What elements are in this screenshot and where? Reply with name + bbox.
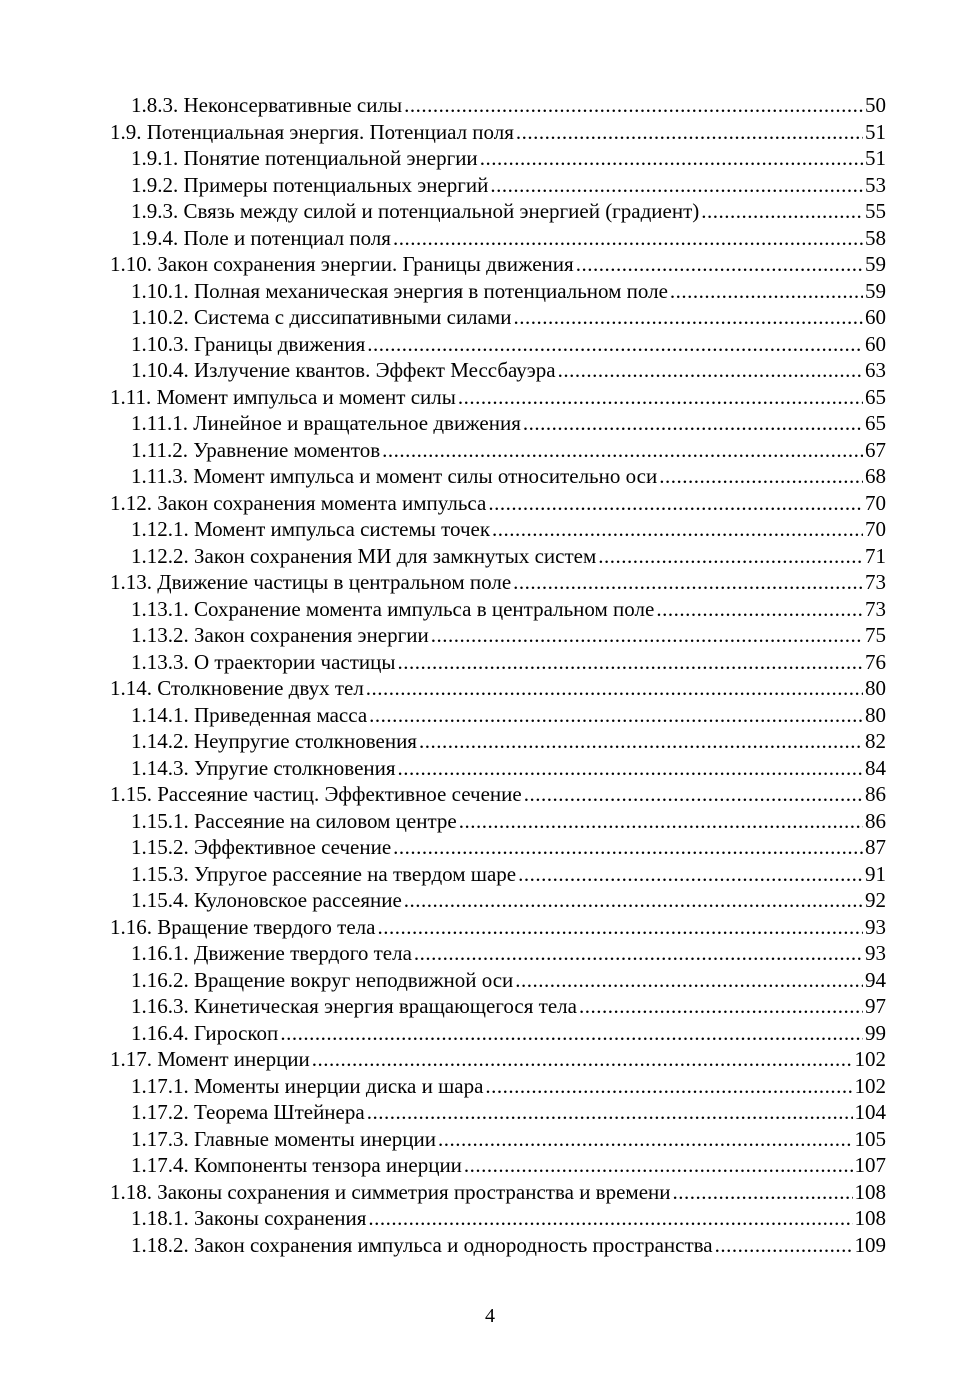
toc-entry-title: 1.13. Движение частицы в центральном поле: [110, 570, 512, 594]
toc-dot-leader: [576, 251, 863, 278]
toc-entry-title: 1.9.3. Связь между силой и потенциальной энергией (градиент): [131, 199, 700, 223]
toc-subsection-entry[interactable]: [110, 967, 886, 994]
toc-entry-title: 1.13.1. Сохранение момента импульса в центральном поле: [131, 596, 655, 621]
toc-entry-title: 1.18. Законы сохранения и симметрия пространства и времени: [110, 1179, 671, 1204]
toc-entry-title: 1.16.4. Гироскоп: [131, 1020, 279, 1045]
toc-subsection-entry[interactable]: [110, 463, 886, 490]
toc-entry-title: 1.11.3. Момент импульса и момент силы относительно оси: [131, 464, 658, 488]
toc-entry-title: 1.17.1. Моменты инерции диска и шара: [131, 1073, 484, 1098]
toc-dot-leader: [431, 622, 863, 649]
toc-entry-title: 1.9.4. Поле и потенциал поля: [131, 225, 391, 250]
toc-subsection-entry[interactable]: [110, 1126, 886, 1153]
toc-subsection-entry[interactable]: [110, 834, 886, 861]
toc-entry-page-number: 97: [865, 994, 886, 1018]
toc-entry-title: 1.17.4. Компоненты тензора инерции: [131, 1153, 462, 1177]
toc-dot-leader: [523, 410, 863, 437]
toc-entry-title: 1.17.2. Теорема Штейнера: [131, 1100, 365, 1124]
toc-entry-page-number: 53: [865, 172, 886, 197]
toc-subsection-entry[interactable]: [110, 1232, 886, 1259]
toc-subsection-entry[interactable]: [110, 92, 886, 119]
toc-entry-page-number: 104: [854, 1100, 886, 1124]
toc-subsection-entry[interactable]: [110, 993, 886, 1020]
toc-entry-title: 1.18.2. Закон сохранения импульса и однородность пространства: [131, 1232, 713, 1257]
toc-dot-leader: [459, 808, 863, 835]
toc-entry-title: 1.11.2. Уравнение моментов: [131, 437, 381, 462]
toc-subsection-entry[interactable]: [110, 225, 886, 252]
toc-dot-leader: [514, 304, 863, 331]
toc-entry-page-number: 84: [865, 755, 886, 780]
toc-section-entry[interactable]: [110, 1179, 886, 1206]
toc-entry-page-number: 93: [865, 914, 886, 939]
toc-entry-title: 1.15.2. Эффективное сечение: [131, 835, 392, 859]
toc-dot-leader: [366, 675, 863, 702]
toc-dot-leader: [518, 861, 863, 888]
toc-dot-leader: [598, 543, 863, 570]
toc-entry-page-number: 50: [865, 93, 886, 117]
toc-entry-title: 1.16.2. Вращение вокруг неподвижной оси: [131, 967, 514, 992]
toc-entry-page-number: 67: [865, 437, 886, 462]
toc-entry-title: 1.17. Момент инерции: [110, 1047, 310, 1071]
toc-dot-leader: [656, 596, 863, 623]
toc-entry-title: 1.14.3. Упругие столкновения: [131, 755, 396, 780]
toc-entry-title: 1.9.2. Примеры потенциальных энергий: [131, 172, 489, 197]
toc-entry-page-number: 68: [865, 464, 886, 488]
toc-entry-title: 1.15.4. Кулоновское рассеяние: [131, 888, 402, 912]
toc-entry-title: 1.16.1. Движение твердого тела: [131, 941, 412, 965]
toc-entry-page-number: 60: [865, 331, 886, 356]
toc-dot-leader: [382, 437, 863, 464]
toc-subsection-entry[interactable]: [110, 887, 886, 914]
toc-entry-page-number: 70: [865, 517, 886, 541]
toc-entry-page-number: 92: [865, 888, 886, 912]
toc-subsection-entry[interactable]: [110, 596, 886, 623]
toc-dot-leader: [458, 384, 863, 411]
toc-entry-page-number: 73: [865, 596, 886, 621]
toc-dot-leader: [579, 993, 863, 1020]
toc-dot-leader: [393, 225, 863, 252]
toc-subsection-entry[interactable]: [110, 702, 886, 729]
toc-section-entry[interactable]: [110, 569, 886, 596]
toc-dot-leader: [490, 172, 863, 199]
toc-dot-leader: [524, 781, 863, 808]
toc-dot-leader: [280, 1020, 863, 1047]
toc-entry-title: 1.15.3. Упругое рассеяние на твердом шаре: [131, 861, 517, 886]
toc-subsection-entry[interactable]: [110, 1152, 886, 1179]
toc-entry-page-number: 73: [865, 570, 886, 594]
toc-subsection-entry[interactable]: [110, 808, 886, 835]
toc-entry-title: 1.10. Закон сохранения энергии. Границы движения: [110, 252, 574, 276]
toc-entry-page-number: 55: [865, 199, 886, 223]
toc-entry-page-number: 63: [865, 358, 886, 382]
toc-entry-title: 1.8.3. Неконсервативные силы: [131, 93, 403, 117]
toc-entry-title: 1.9.1. Понятие потенциальной энергии: [131, 146, 478, 170]
toc-entry-title: 1.13.2. Закон сохранения энергии: [131, 623, 429, 647]
toc-subsection-entry[interactable]: [110, 516, 886, 543]
toc-entry-page-number: 93: [865, 941, 886, 965]
toc-entry-page-number: 59: [865, 252, 886, 276]
toc-entry-page-number: 59: [865, 278, 886, 303]
toc-dot-leader: [492, 516, 863, 543]
toc-entry-page-number: 94: [865, 967, 886, 992]
toc-subsection-entry[interactable]: [110, 1020, 886, 1047]
toc-section-entry[interactable]: [110, 490, 886, 517]
toc-entry-page-number: 80: [865, 702, 886, 727]
toc-entry-title: 1.18.1. Законы сохранения: [131, 1206, 367, 1230]
toc-dot-leader: [513, 569, 863, 596]
toc-entry-page-number: 108: [854, 1206, 886, 1230]
toc-subsection-entry[interactable]: [110, 437, 886, 464]
toc-entry-page-number: 86: [865, 782, 886, 806]
toc-dot-leader: [480, 145, 863, 172]
toc-entry-title: 1.16.3. Кинетическая энергия вращающегося тела: [131, 994, 577, 1018]
toc-entry-page-number: 71: [865, 543, 886, 568]
toc-dot-leader: [377, 914, 863, 941]
toc-dot-leader: [419, 728, 863, 755]
toc-entry-page-number: 82: [865, 729, 886, 753]
toc-subsection-entry[interactable]: [110, 755, 886, 782]
toc-entry-page-number: 60: [865, 305, 886, 329]
toc-dot-leader: [367, 331, 863, 358]
toc-entry-title: 1.10.2. Система с диссипативными силами: [131, 305, 512, 329]
toc-entry-page-number: 99: [865, 1020, 886, 1045]
toc-subsection-entry[interactable]: [110, 410, 886, 437]
toc-dot-leader: [485, 1073, 852, 1100]
toc-dot-leader: [438, 1126, 853, 1153]
toc-section-entry[interactable]: [110, 119, 886, 146]
toc-entry-page-number: 70: [865, 490, 886, 515]
toc-subsection-entry[interactable]: [110, 278, 886, 305]
toc-entry-title: 1.11.1. Линейное и вращательное движения: [131, 411, 521, 435]
toc-dot-leader: [368, 1205, 852, 1232]
toc-entry-title: 1.9. Потенциальная энергия. Потенциал поля: [110, 119, 514, 144]
toc-entry-page-number: 65: [865, 411, 886, 435]
toc-entry-page-number: 58: [865, 225, 886, 250]
toc-entry-page-number: 107: [854, 1153, 886, 1177]
toc-dot-leader: [414, 940, 863, 967]
toc-subsection-entry[interactable]: [110, 1099, 886, 1126]
toc-entry-page-number: 65: [865, 384, 886, 409]
toc-dot-leader: [369, 702, 863, 729]
toc-subsection-entry[interactable]: [110, 543, 886, 570]
toc-dot-leader: [398, 755, 863, 782]
toc-entry-title: 1.15.1. Рассеяние на силовом центре: [131, 808, 457, 833]
toc-subsection-entry[interactable]: [110, 357, 886, 384]
toc-entry-page-number: 86: [865, 808, 886, 833]
toc-dot-leader: [715, 1232, 853, 1259]
toc-entry-title: 1.14.2. Неупругие столкновения: [131, 729, 417, 753]
toc-entry-page-number: 108: [854, 1179, 886, 1204]
toc-dot-leader: [515, 967, 863, 994]
toc-dot-leader: [701, 198, 863, 225]
toc-subsection-entry[interactable]: [110, 649, 886, 676]
toc-entry-page-number: 80: [865, 676, 886, 700]
toc-subsection-entry[interactable]: [110, 304, 886, 331]
toc-subsection-entry[interactable]: [110, 198, 886, 225]
toc-section-entry[interactable]: [110, 675, 886, 702]
toc-entry-title: 1.16. Вращение твердого тела: [110, 914, 376, 939]
toc-dot-leader: [464, 1152, 853, 1179]
toc-entry-page-number: 76: [865, 649, 886, 674]
toc-subsection-entry[interactable]: [110, 728, 886, 755]
toc-entry-page-number: 109: [854, 1232, 886, 1257]
toc-entry-title: 1.15. Рассеяние частиц. Эффективное сечение: [110, 782, 522, 806]
toc-entry-title: 1.12. Закон сохранения момента импульса: [110, 490, 487, 515]
toc-entry-page-number: 51: [865, 146, 886, 170]
toc-dot-leader: [367, 1099, 853, 1126]
toc-subsection-entry[interactable]: [110, 331, 886, 358]
toc-entry-title: 1.14. Столкновение двух тел: [110, 676, 364, 700]
toc-entry-page-number: 87: [865, 835, 886, 859]
toc-subsection-entry[interactable]: [110, 622, 886, 649]
toc-dot-leader: [393, 834, 863, 861]
toc-entry-title: 1.12.1. Момент импульса системы точек: [131, 517, 491, 541]
toc-dot-leader: [398, 649, 863, 676]
toc-entry-title: 1.12.2. Закон сохранения МИ для замкнутых систем: [131, 543, 597, 568]
toc-section-entry[interactable]: [110, 781, 886, 808]
toc-subsection-entry[interactable]: [110, 172, 886, 199]
toc-entry-title: 1.14.1. Приведенная масса: [131, 702, 368, 727]
toc-subsection-entry[interactable]: [110, 1073, 886, 1100]
toc-dot-leader: [404, 887, 863, 914]
toc-entry-page-number: 105: [854, 1126, 886, 1151]
toc-section-entry[interactable]: [110, 914, 886, 941]
toc-subsection-entry[interactable]: [110, 861, 886, 888]
page-number: 4: [485, 1305, 495, 1327]
toc-entry-page-number: 91: [865, 861, 886, 886]
toc-dot-leader: [516, 119, 863, 146]
toc-entry-title: 1.17.3. Главные моменты инерции: [131, 1126, 436, 1151]
toc-dot-leader: [558, 357, 863, 384]
toc-section-entry[interactable]: [110, 1046, 886, 1073]
toc-dot-leader: [404, 92, 863, 119]
table-of-contents: [110, 92, 886, 1258]
toc-entry-page-number: 102: [854, 1047, 886, 1071]
toc-entry-page-number: 75: [865, 623, 886, 647]
toc-entry-title: 1.13.3. О траектории частицы: [131, 649, 396, 674]
toc-entry-title: 1.10.3. Границы движения: [131, 331, 366, 356]
toc-subsection-entry[interactable]: [110, 1205, 886, 1232]
toc-dot-leader: [488, 490, 863, 517]
toc-entry-title: 1.10.4. Излучение квантов. Эффект Мессбауэра: [131, 358, 556, 382]
toc-dot-leader: [659, 463, 863, 490]
toc-entry-title: 1.11. Момент импульса и момент силы: [110, 384, 456, 409]
toc-dot-leader: [312, 1046, 853, 1073]
toc-entry-page-number: 102: [854, 1073, 886, 1098]
toc-section-entry[interactable]: [110, 384, 886, 411]
toc-subsection-entry[interactable]: [110, 940, 886, 967]
toc-section-entry[interactable]: [110, 251, 886, 278]
toc-entry-title: 1.10.1. Полная механическая энергия в потенциальном поле: [131, 278, 668, 303]
toc-subsection-entry[interactable]: [110, 145, 886, 172]
toc-entry-page-number: 51: [865, 119, 886, 144]
toc-dot-leader: [670, 278, 863, 305]
toc-dot-leader: [673, 1179, 853, 1206]
